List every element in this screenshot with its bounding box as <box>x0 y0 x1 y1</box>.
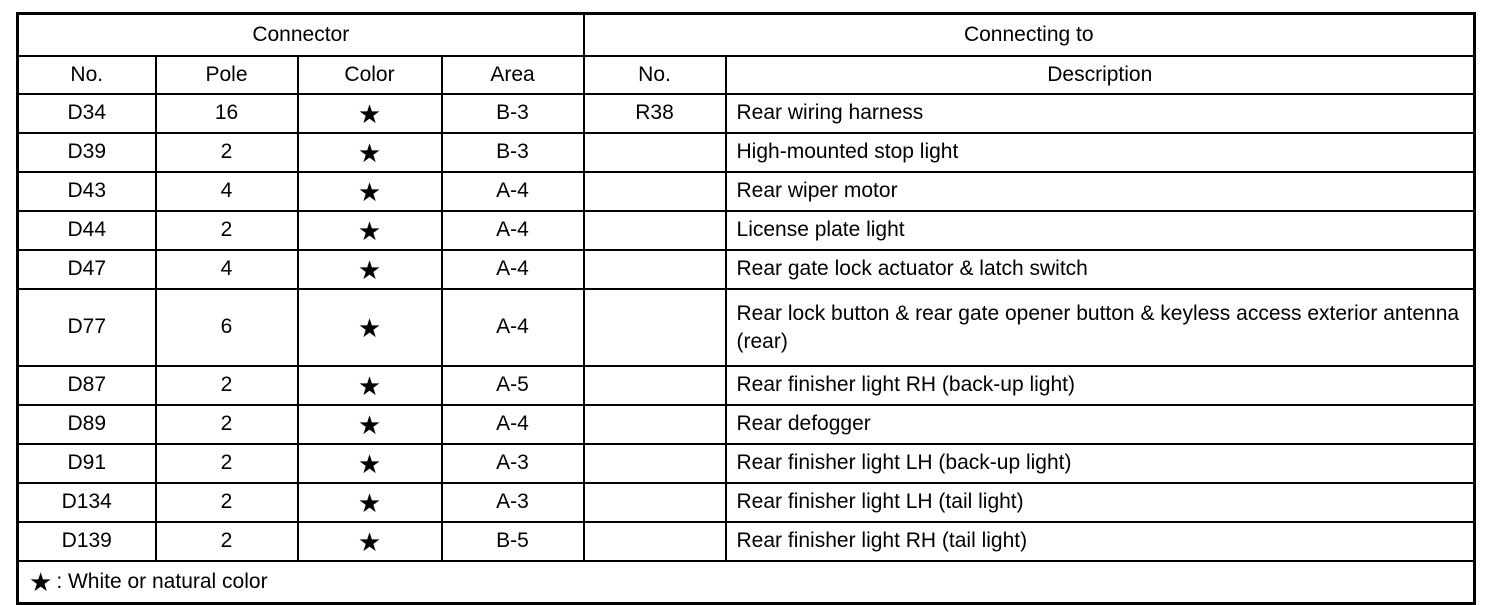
cell-area: A-4 <box>496 315 529 339</box>
cell-no: D44 <box>67 218 107 242</box>
star-icon: ★ <box>357 448 382 479</box>
cell-description: Rear finisher light RH (back-up light) <box>736 373 1075 397</box>
cell-no: D91 <box>67 451 107 475</box>
cell-area: A-4 <box>496 179 529 203</box>
cell-pole: 2 <box>220 218 233 242</box>
cell-description: Rear gate lock actuator & latch switch <box>736 257 1088 281</box>
cell-area: B-3 <box>496 140 529 164</box>
cell-target-no <box>585 134 725 171</box>
table-row <box>18 133 1475 172</box>
cell-area: B-5 <box>496 529 529 553</box>
table-body <box>18 94 1475 604</box>
star-icon: ★ <box>357 254 382 285</box>
star-icon: ★ <box>357 176 382 207</box>
cell-description: Rear wiper motor <box>736 179 898 203</box>
star-icon: ★ <box>357 526 382 557</box>
cell-no: D89 <box>67 412 107 436</box>
cell-no: D39 <box>67 140 107 164</box>
cell-no: D87 <box>67 373 107 397</box>
cell-no: D43 <box>67 179 107 203</box>
footnote-row <box>18 561 1475 604</box>
footnote-text: : White or natural color <box>56 569 268 593</box>
column-header-no: No. <box>18 56 156 94</box>
cell-area: A-5 <box>496 373 529 397</box>
cell-no: D47 <box>67 257 107 281</box>
table-header <box>18 14 1475 95</box>
cell-pole: 16 <box>214 101 239 125</box>
group-header-connector: Connector <box>18 14 584 57</box>
cell-description: Rear lock button & rear gate opener button & keyless access exterior antenna (rear) <box>736 301 1460 353</box>
cell-description: High-mounted stop light <box>736 140 959 164</box>
table-row <box>18 172 1475 211</box>
connector-table-sheet <box>16 12 1476 605</box>
cell-pole: 2 <box>220 140 233 164</box>
cell-pole: 2 <box>220 529 233 553</box>
table-row <box>18 405 1475 444</box>
cell-pole: 2 <box>220 412 233 436</box>
cell-target-no <box>585 173 725 210</box>
cell-target-no: R38 <box>635 101 674 125</box>
cell-pole: 4 <box>220 179 233 203</box>
cell-target-no <box>585 367 725 404</box>
table-row <box>18 483 1475 522</box>
star-icon: ★ <box>357 409 382 440</box>
cell-no: D139 <box>61 529 112 553</box>
column-header-description: Description <box>726 56 1475 94</box>
cell-target-no <box>585 484 725 521</box>
table-row <box>18 444 1475 483</box>
cell-description: License plate light <box>736 218 905 242</box>
star-icon: ★ <box>357 215 382 246</box>
cell-description: Rear finisher light RH (tail light) <box>736 529 1028 553</box>
cell-target-no <box>585 251 725 288</box>
cell-pole: 2 <box>220 373 233 397</box>
star-icon: ★ <box>357 137 382 168</box>
cell-target-no <box>585 290 725 365</box>
cell-area: A-4 <box>496 412 529 436</box>
star-icon: ★ <box>357 370 382 401</box>
column-header-target-no: No. <box>584 56 726 94</box>
cell-target-no <box>585 406 725 443</box>
cell-pole: 2 <box>220 451 233 475</box>
cell-area: A-3 <box>496 490 529 514</box>
table-row <box>18 366 1475 405</box>
cell-description: Rear finisher light LH (back-up light) <box>736 451 1072 475</box>
cell-no: D134 <box>61 490 112 514</box>
cell-pole: 6 <box>220 315 233 339</box>
cell-target-no <box>585 523 725 560</box>
star-icon: ★ <box>357 487 382 518</box>
cell-area: A-4 <box>496 257 529 281</box>
cell-target-no <box>585 445 725 482</box>
table-group-header-row <box>18 14 1475 57</box>
star-icon: ★ <box>357 312 382 343</box>
cell-area: A-4 <box>496 218 529 242</box>
column-header-area: Area <box>442 56 584 94</box>
table-row <box>18 211 1475 250</box>
table-row <box>18 522 1475 561</box>
cell-area: B-3 <box>496 101 529 125</box>
star-icon: ★ <box>357 98 382 129</box>
connector-table <box>16 12 1476 605</box>
cell-target-no <box>585 212 725 249</box>
group-header-connecting-to: Connecting to <box>584 14 1475 57</box>
column-header-pole: Pole <box>156 56 298 94</box>
cell-description: Rear finisher light LH (tail light) <box>736 490 1024 514</box>
cell-area: A-3 <box>496 451 529 475</box>
table-row <box>18 250 1475 289</box>
cell-description: Rear defogger <box>736 412 871 436</box>
footnote <box>19 562 1473 602</box>
cell-no: D77 <box>67 315 107 339</box>
cell-description: Rear wiring harness <box>736 101 924 125</box>
column-header-color: Color <box>298 56 442 94</box>
table-column-header-row <box>18 56 1475 94</box>
table-row <box>18 94 1475 133</box>
cell-pole: 2 <box>220 490 233 514</box>
cell-no: D34 <box>67 101 107 125</box>
star-icon: ★ <box>29 567 53 597</box>
cell-pole: 4 <box>220 257 233 281</box>
table-row <box>18 289 1475 366</box>
